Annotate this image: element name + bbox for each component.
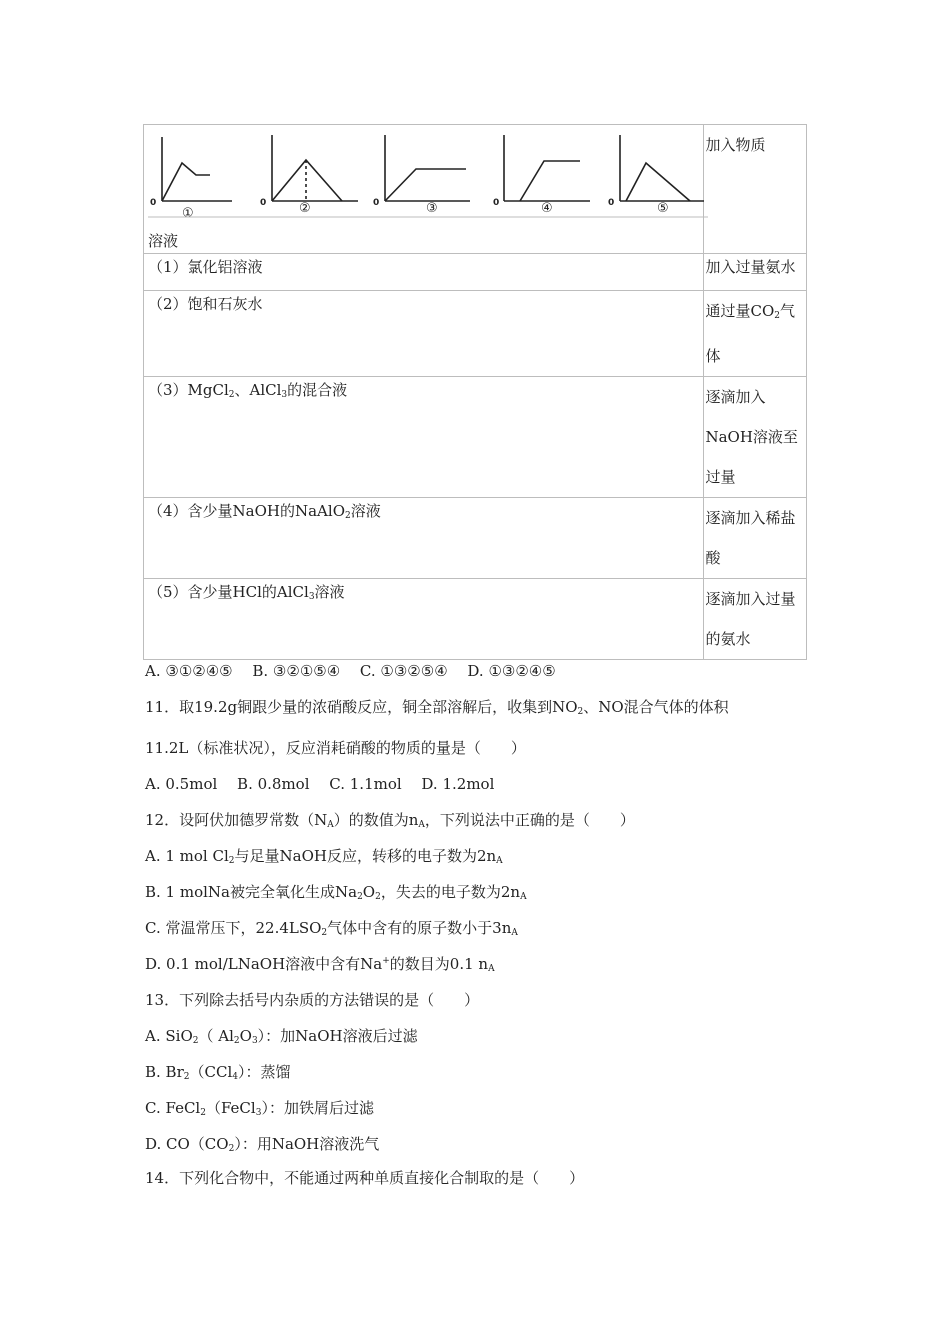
row-4-solution: （4）含少量NaOH的NaAlO$_2$溶液 [144,498,704,579]
q11-options: A. 0.5mol B. 0.8mol C. 1.1mol D. 1.2mol [145,775,495,793]
row-4-reagent: 逐滴加入稀盐酸 [704,498,807,579]
question-table [143,124,807,660]
q13-stem: 13．下列除去括号内杂质的方法错误的是（ ） [145,991,480,1009]
row-5-reagent: 逐滴加入过量的氨水 [704,579,807,660]
graph-4-curve [520,161,580,201]
q10-options: A. ③①②④⑤ B. ③②①⑤④ C. ①③②⑤④ D. ①③②④⑤ [145,662,556,680]
q12-option-b: B. 1 molNa被完全氧化生成$Na_2O_2$，失去的电子数为$2n_A$ [145,883,527,902]
header-reagent-cell [704,125,807,254]
q14-stem: 14．下列化合物中，不能通过两种单质直接化合制取的是（ ） [145,1169,585,1187]
q12-option-c: C. 常温常压下，$22.4LSO_2$气体中含有的原子数小于$3n_A$ [145,919,518,938]
graph-4-origin: 0 [493,198,500,208]
graph-1-origin: 0 [150,198,157,208]
graph-4-label: ④ [541,201,553,216]
row-3-reagent: 逐滴加入NaOH溶液至过量 [704,377,807,498]
header-solution-label: 溶液 [148,232,179,250]
graph-3-origin: 0 [373,198,380,208]
graph-3-label: ③ [426,201,438,216]
graph-5-label: ⑤ [657,201,669,216]
q12-option-a: A. 1 mol $Cl_2$与足量NaOH反应，转移的电子数为$2n_A$ [145,847,503,866]
q12-stem: 12．设阿伏加德罗常数$(N_A)$的数值为$n_A$，下列说法中正确的是（ ） [145,811,635,830]
graph-2-curve [272,160,342,201]
q11-stem-line2: 11.2L（标准状况），反应消耗硝酸的物质的量是（ ） [145,739,526,757]
graph-2-origin: 0 [260,198,267,208]
graphs-cell [144,125,704,254]
header-reagent-label: 加入物质 [705,136,766,154]
q12-option-d: D. 0.1 mol/LNaOH溶液中含有Na+的数目为0.1 $n_A$ [145,955,495,974]
row-2-solution: （2）饱和石灰水 [144,291,704,377]
graph-3-curve [385,169,466,201]
q13-option-d: D. $CO(CO_2)$：用NaOH溶液洗气 [145,1135,380,1154]
graphs-svg [148,125,708,221]
row-5-solution: （5）含少量HCl的AlCl$_3$溶液 [144,579,704,660]
graphs-strip [148,125,703,221]
q13-option-a: A. SiO$_2$（ $Al_2O_3$）：加NaOH溶液后过滤 [145,1027,418,1046]
q11-stem-line1: 11．取19.2g铜跟少量的浓硝酸反应，铜全部溶解后，收集到$NO_2$、NO混合气体的体积 [145,698,729,717]
graph-1-label: ① [182,206,194,221]
row-3-solution: （3）MgCl$_2$、AlCl$_3$的混合液 [144,377,704,498]
graph-5-origin: 0 [608,198,615,208]
graph-2-label: ② [299,201,311,216]
row-1-reagent: 加入过量氨水 [704,254,807,291]
q13-option-c: C. FeCl$_2$（FeCl$_3$）：加铁屑后过滤 [145,1099,374,1118]
graph-1-curve [162,163,210,201]
graph-5-curve [626,163,690,201]
row-2-reagent: 通过量$CO_2$气体 [704,291,807,377]
row-1-solution: （1）氯化铝溶液 [144,254,704,291]
q13-option-b: B. $Br_2(CCl_4)$：蒸馏 [145,1063,291,1082]
